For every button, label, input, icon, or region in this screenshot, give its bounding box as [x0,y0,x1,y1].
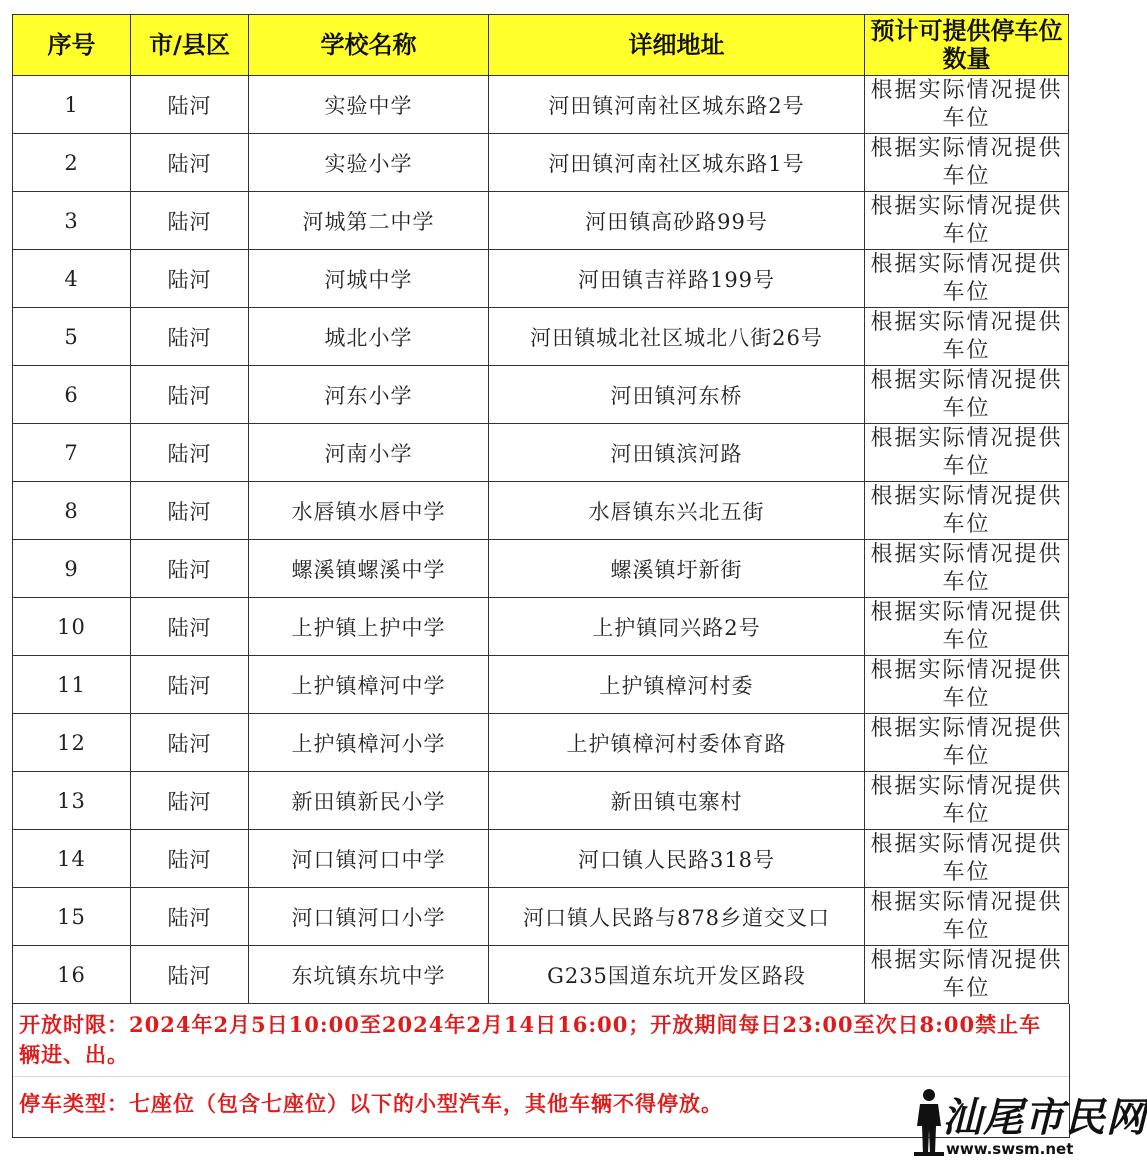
number-cell: 10 [13,598,131,656]
number-cell: 11 [13,656,131,714]
number-cell: 5 [13,308,131,366]
school-name-cell: 上护镇上护中学 [249,598,489,656]
district-cell: 陆河 [131,830,249,888]
number-cell: 12 [13,714,131,772]
school-name-cell: 螺溪镇螺溪中学 [249,540,489,598]
table-row [13,482,1069,540]
school-name-cell: 河城第二中学 [249,192,489,250]
district-cell: 陆河 [131,772,249,830]
header-school-name: 学校名称 [249,15,489,76]
table-row [13,714,1069,772]
table-row [13,656,1069,714]
district-cell: 陆河 [131,540,249,598]
number-cell: 13 [13,772,131,830]
capacity-cell: 根据实际情况提供车位 [865,482,1069,540]
school-name-cell: 河东小学 [249,366,489,424]
parking-table-sheet [12,14,1068,1138]
address-cell: 河口镇人民路与878乡道交叉口 [489,888,865,946]
table-row [13,134,1069,192]
header-number: 序号 [13,15,131,76]
watermark-title: 汕尾市民网 [942,1094,1147,1141]
table-row [13,192,1069,250]
header-capacity: 预计可提供停车位数量 [865,15,1069,76]
table-row [13,366,1069,424]
school-name-cell: 上护镇樟河小学 [249,714,489,772]
capacity-cell: 根据实际情况提供车位 [865,656,1069,714]
school-name-cell: 实验小学 [249,134,489,192]
capacity-cell: 根据实际情况提供车位 [865,424,1069,482]
school-name-cell: 河口镇河口中学 [249,830,489,888]
parking-type-note: 停车类型：七座位（包含七座位）以下的小型汽车，其他车辆不得停放。 [19,1091,723,1116]
table-row [13,76,1069,134]
address-cell: 上护镇樟河村委 [489,656,865,714]
district-cell: 陆河 [131,76,249,134]
header-address: 详细地址 [489,15,865,76]
district-cell: 陆河 [131,714,249,772]
capacity-cell: 根据实际情况提供车位 [865,134,1069,192]
number-cell: 3 [13,192,131,250]
address-cell: 河田镇河东桥 [489,366,865,424]
capacity-cell: 根据实际情况提供车位 [865,250,1069,308]
table-row [13,598,1069,656]
capacity-cell: 根据实际情况提供车位 [865,192,1069,250]
number-cell: 2 [13,134,131,192]
table-row [13,250,1069,308]
address-cell: 新田镇屯寨村 [489,772,865,830]
number-cell: 6 [13,366,131,424]
address-cell: G235国道东坑开发区路段 [489,946,865,1004]
capacity-cell: 根据实际情况提供车位 [865,888,1069,946]
district-cell: 陆河 [131,366,249,424]
district-cell: 陆河 [131,308,249,366]
table-header-row [13,15,1069,76]
school-name-cell: 实验中学 [249,76,489,134]
number-cell: 15 [13,888,131,946]
capacity-cell: 根据实际情况提供车位 [865,946,1069,1004]
school-name-cell: 河南小学 [249,424,489,482]
district-cell: 陆河 [131,134,249,192]
school-name-cell: 东坑镇东坑中学 [249,946,489,1004]
school-parking-table [12,14,1069,1004]
number-cell: 14 [13,830,131,888]
number-cell: 7 [13,424,131,482]
header-district: 市/县区 [131,15,249,76]
capacity-cell: 根据实际情况提供车位 [865,598,1069,656]
number-cell: 4 [13,250,131,308]
address-cell: 河田镇河南社区城东路2号 [489,76,865,134]
address-cell: 河口镇人民路318号 [489,830,865,888]
number-cell: 1 [13,76,131,134]
number-cell: 8 [13,482,131,540]
address-cell: 河田镇滨河路 [489,424,865,482]
address-cell: 水唇镇东兴北五街 [489,482,865,540]
address-cell: 螺溪镇圩新街 [489,540,865,598]
watermark-url: www.swsm.net [946,1140,1074,1158]
school-name-cell: 河城中学 [249,250,489,308]
table-row [13,888,1069,946]
address-cell: 上护镇同兴路2号 [489,598,865,656]
address-cell: 河田镇吉祥路199号 [489,250,865,308]
standing-figure-icon [912,1088,946,1156]
capacity-cell: 根据实际情况提供车位 [865,830,1069,888]
school-name-cell: 城北小学 [249,308,489,366]
school-name-cell: 新田镇新民小学 [249,772,489,830]
district-cell: 陆河 [131,250,249,308]
district-cell: 陆河 [131,192,249,250]
address-cell: 河田镇城北社区城北八街26号 [489,308,865,366]
school-name-cell: 水唇镇水唇中学 [249,482,489,540]
open-time-note: 开放时限：2024年2月5日10:00至2024年2月14日16:00；开放期间每日23:00至次日8:00禁止车辆进、出。 [13,1004,1069,1077]
district-cell: 陆河 [131,946,249,1004]
table-row [13,540,1069,598]
school-name-cell: 上护镇樟河中学 [249,656,489,714]
district-cell: 陆河 [131,424,249,482]
address-cell: 河田镇高砂路99号 [489,192,865,250]
district-cell: 陆河 [131,482,249,540]
capacity-cell: 根据实际情况提供车位 [865,772,1069,830]
capacity-cell: 根据实际情况提供车位 [865,308,1069,366]
table-body [13,76,1069,1004]
table-row [13,308,1069,366]
table-row [13,424,1069,482]
capacity-cell: 根据实际情况提供车位 [865,714,1069,772]
table-row [13,772,1069,830]
table-row [13,830,1069,888]
capacity-cell: 根据实际情况提供车位 [865,540,1069,598]
address-cell: 河田镇河南社区城东路1号 [489,134,865,192]
district-cell: 陆河 [131,656,249,714]
watermark-logo [912,1086,1147,1158]
capacity-cell: 根据实际情况提供车位 [865,76,1069,134]
school-name-cell: 河口镇河口小学 [249,888,489,946]
capacity-cell: 根据实际情况提供车位 [865,366,1069,424]
number-cell: 9 [13,540,131,598]
number-cell: 16 [13,946,131,1004]
district-cell: 陆河 [131,888,249,946]
address-cell: 上护镇樟河村委体育路 [489,714,865,772]
district-cell: 陆河 [131,598,249,656]
table-row [13,946,1069,1004]
